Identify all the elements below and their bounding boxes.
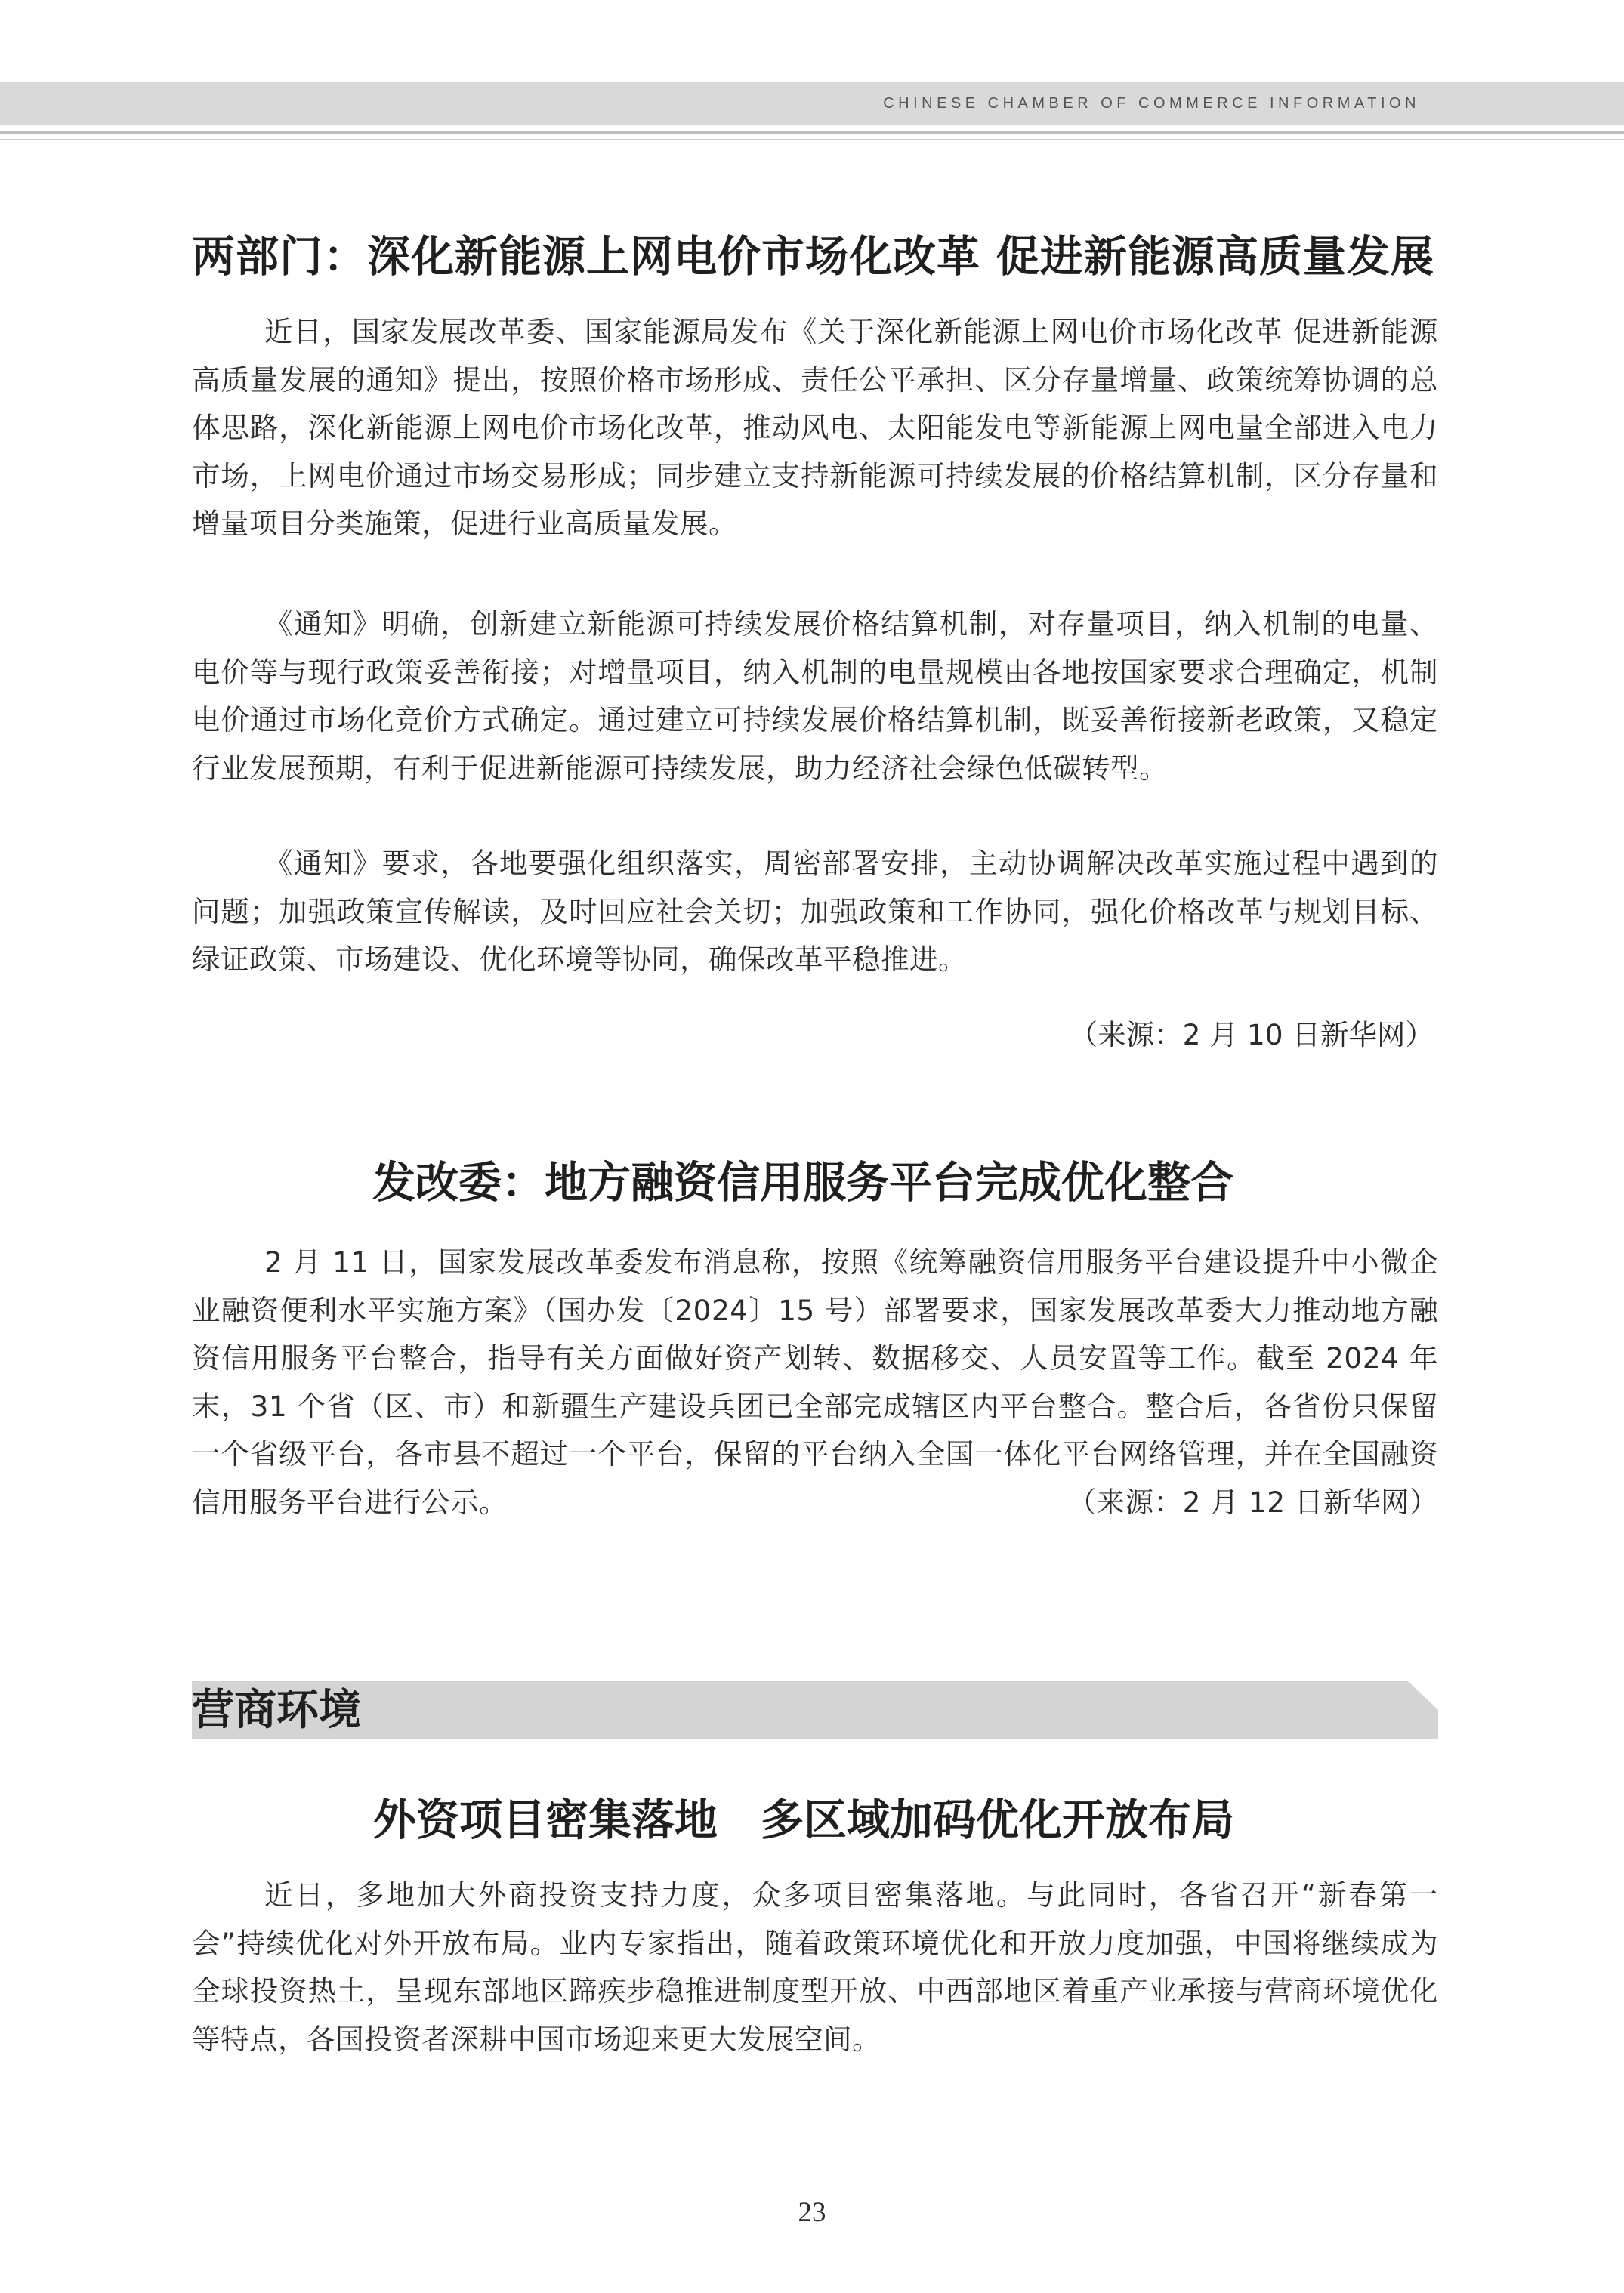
article-2-body: 2 月 11 日，国家发展改革委发布消息称，按照《统筹融资信用服务平台建设提升中小微企业融资便利水平实施方案》（国办发〔2024〕15 号）部署要求，国家发展改革委大力推动地方融资信用服务平台整合，指导有关方面做好资产划转、数据移交、人员安置等工作。截至 2024 年末，31 个省（区、市）和新疆生产建设兵团已全部完成辖区内平台整合。整合后，各省份只保留一个省级平台，各市县不超过一个平台，保留的平台纳入全国一体化平台网络管理，并在全国融资信用服务平台进行公示。 <box>192 1245 1438 1519</box>
article-1-paragraph-2: 《通知》明确，创新建立新能源可持续发展价格结算机制，对存量项目，纳入机制的电量、电价等与现行政策妥善衔接；对增量项目，纳入机制的电量规模由各地按国家要求合理确定，机制电价通过市场化竞价方式确定。通过建立可持续发展价格结算机制，既妥善衔接新老政策，又稳定行业发展预期，有利于促进新能源可持续发展，助力经济社会绿色低碳转型。 <box>192 607 1438 785</box>
article-1-source: （来源：2 月 10 日新华网） <box>1069 1018 1434 1051</box>
article-1-paragraph-1: 近日，国家发展改革委、国家能源局发布《关于深化新能源上网电价市场化改革 促进新能源高质量发展的通知》提出，按照价格市场形成、责任公平承担、区分存量增量、政策统筹协调的总体思路，深化新能源上网电价市场化改革，推动风电、太阳能发电等新能源上网电量全部进入电力市场，上网电价通过市场交易形成；同步建立支持新能源可持续发展的价格结算机制，区分存量和增量项目分类施策，促进行业高质量发展。 <box>192 315 1438 540</box>
section-title: 营商环境 <box>192 1685 361 1735</box>
section-bar-shape <box>192 1681 1438 1739</box>
article-2-paragraph <box>192 1239 1438 1526</box>
article-1-title: 两部门：深化新能源上网电价市场化改革 促进新能源高质量发展 <box>192 232 1434 282</box>
publication-name: CHINESE CHAMBER OF COMMERCE INFORMATION <box>883 95 1420 112</box>
article-3-paragraph: 近日，多地加大外商投资支持力度，众多项目密集落地。与此同时，各省召开“新春第一会”持续优化对外开放布局。业内专家指出，随着政策环境优化和开放力度加强，中国将继续成为全球投资热土，呈现东部地区蹄疾步稳推进制度型开放、中西部地区着重产业承接与营商环境优化等特点，各国投资者深耕中国市场迎来更大发展空间。 <box>192 1878 1438 2056</box>
header-rule <box>0 131 1624 134</box>
page-number: 23 <box>798 2197 826 2228</box>
article-1-paragraph-3: 《通知》要求，各地要强化组织落实，周密部署安排，主动协调解决改革实施过程中遇到的问题；加强政策宣传解读，及时回应社会关切；加强政策和工作协同，强化价格改革与规划目标、绿证政策、市场建设、优化环境等协同，确保改革平稳推进。 <box>192 847 1438 976</box>
article-2-title: 发改委：地方融资信用服务平台完成优化整合 <box>372 1158 1233 1208</box>
article-2-source: （来源：2 月 12 日新华网） <box>1067 1485 1438 1519</box>
header-rule-thin <box>0 139 1624 140</box>
section-header-bar <box>192 1681 1438 1739</box>
article-3-title: 外资项目密集落地 多区域加码优化开放布局 <box>373 1795 1234 1845</box>
